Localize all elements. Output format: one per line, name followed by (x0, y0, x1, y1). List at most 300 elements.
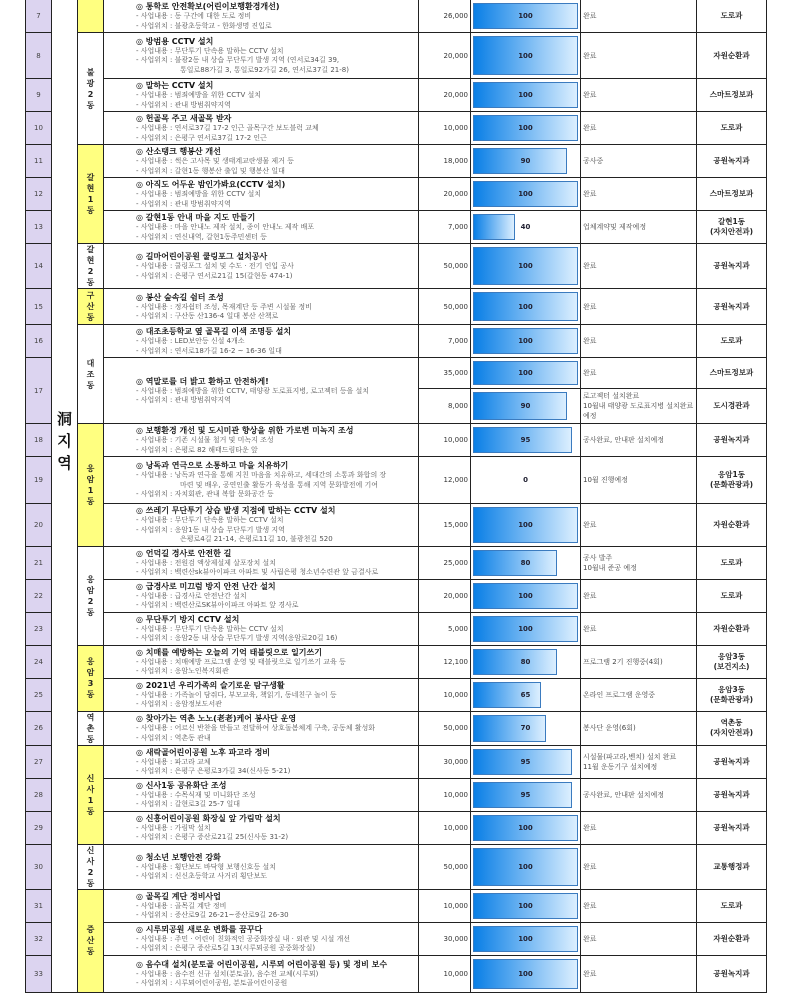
budget-cell: 26,000 (419, 0, 471, 33)
table-row (26, 211, 767, 244)
project-detail: - 사업내용 : 범죄예방을 위한 CCTV 설치 (136, 91, 261, 99)
budget-cell: 7,000 (419, 211, 471, 244)
dong-name: 신사1동 (86, 773, 95, 816)
progress-cell (471, 389, 581, 424)
department-cell: 자원순환과 (697, 612, 767, 645)
dong-name: 대조동 (86, 358, 95, 390)
project-detail: - 사업내용 : 횡단보도 바닥형 보행신호등 설치 (136, 862, 276, 871)
project-cell (104, 504, 419, 547)
project-detail: - 사업내용 : 전원검 액상제설제 살포장치 설치 (136, 558, 276, 567)
project-detail: 마련 및 배우, 공연인출 활동가 육성을 통해 지역 문화발전에 기여 (180, 480, 379, 489)
table-row (26, 79, 767, 112)
department-cell: 도로과 (697, 0, 767, 33)
status-cell: 공사중 (581, 145, 697, 178)
status-cell: 완료 (581, 289, 697, 325)
progress-cell (471, 112, 581, 145)
region-cell (52, 0, 78, 992)
progress-label: 70 (520, 724, 531, 732)
project-detail: - 사업위치 : 연서로18가길 16-2 ~ 16-36 일대 (136, 346, 282, 355)
row-number: 13 (26, 211, 52, 244)
project-detail: - 사업위치 : 응암1동 내 상습 무단투기 발생 지역 (136, 525, 285, 534)
project-detail: - 사업위치 : 은평구 증산로5길 13(시루뫼공원 공중화장실) (136, 944, 316, 952)
project-title: ◎ 언덕길 경사로 안전한 길 (136, 548, 232, 558)
budget-cell: 5,000 (419, 612, 471, 645)
department-cell: 응암3동 (보건지소) (697, 645, 767, 678)
row-number: 31 (26, 889, 52, 922)
status-cell: 완료 (581, 612, 697, 645)
project-detail: - 사업위치 : 불광초등학교 - 한화생명 진입로 (136, 21, 272, 30)
project-detail: - 사업내용 : 치매예방 프로그램 운영 및 태블릿으로 일기쓰기 교육 등 (136, 657, 346, 666)
project-detail: - 사업위치 : 은평구 은평로3가길 34(신사동 5-21) (136, 767, 291, 775)
dong-name: 증산동 (86, 925, 95, 956)
department-cell: 도로과 (697, 889, 767, 922)
progress-label: 100 (518, 369, 533, 377)
project-title: ◎ 방범용 CCTV 설치 (136, 36, 214, 46)
dong-name: 응암2동 (86, 574, 95, 617)
progress-cell (471, 325, 581, 358)
budget-cell: 15,000 (419, 504, 471, 547)
project-detail: - 사업내용 : LED보안등 신설 4개소 (136, 337, 245, 345)
progress-label: 80 (520, 558, 531, 567)
table-row (26, 325, 767, 358)
table-row (26, 612, 767, 645)
project-cell (104, 844, 419, 889)
budget-cell: 30,000 (419, 745, 471, 778)
budget-cell: 20,000 (419, 178, 471, 211)
row-number: 20 (26, 504, 52, 547)
budget-cell: 10,000 (419, 889, 471, 922)
table-row (26, 955, 767, 992)
project-cell (104, 579, 419, 612)
row-number: 7 (26, 0, 52, 33)
table-row (26, 844, 767, 889)
dong-name: 신사2동 (86, 845, 95, 888)
progress-label: 100 (518, 823, 533, 832)
project-title: ◎ 대조초등학교 옆 골목길 이색 조명등 설치 (136, 327, 292, 336)
project-title: ◎ 산소탱크 행봉산 개선 (136, 147, 221, 156)
project-cell (104, 325, 419, 358)
progress-cell (471, 778, 581, 811)
status-cell: 완료 (581, 844, 697, 889)
project-cell (104, 211, 419, 244)
row-number: 23 (26, 612, 52, 645)
project-detail: - 사업위치 : 응암2동 내 상습 무단투기 발생 지역(응암로20길 16) (136, 634, 338, 642)
project-title: ◎ 신흥어린이공원 화장실 앞 가림막 설치 (136, 813, 281, 823)
project-detail: - 사업위치 : 구산동 산136-4 일대 봉산 산책로 (136, 312, 279, 320)
project-cell (104, 811, 419, 844)
status-cell: 완료 (581, 889, 697, 922)
project-detail: - 사업내용 : 범죄예방을 위한 CCTV 설치 (136, 190, 261, 198)
budget-cell: 30,000 (419, 922, 471, 955)
row-number: 27 (26, 745, 52, 778)
project-detail: - 사업위치 : 역촌동 관내 (136, 733, 211, 742)
project-title: ◎ 찾아가는 역촌 노노(老老)케어 봉사단 운영 (136, 714, 297, 723)
project-cell (104, 145, 419, 178)
dong-cell (78, 33, 104, 145)
row-number: 16 (26, 325, 52, 358)
progress-cell (471, 955, 581, 992)
project-cell (104, 178, 419, 211)
budget-cell: 10,000 (419, 424, 471, 457)
project-title: ◎ 2021년 우리가족의 슬기로운 탐구생활 (136, 680, 285, 690)
project-cell (104, 955, 419, 992)
project-detail: - 사업내용 : 기존 시설물 철거 및 미녹지 조성 (136, 436, 274, 444)
budget-cell: 12,100 (419, 645, 471, 678)
department-cell: 스마트정보과 (697, 79, 767, 112)
project-detail: - 사업위치 : 관내 방범취약지역 (136, 396, 231, 404)
department-cell: 공원녹지과 (697, 145, 767, 178)
dong-name: 역촌동 (86, 712, 95, 744)
project-detail: - 사업내용 : 쿨링포그 설치 및 수도 · 전기 인입 공사 (136, 262, 294, 270)
project-cell (104, 922, 419, 955)
project-cell (104, 678, 419, 711)
department-cell: 응암1동 (문화관광과) (697, 457, 767, 504)
dong-cell (78, 244, 104, 289)
project-cell (104, 424, 419, 457)
project-cell (104, 112, 419, 145)
budget-cell: 18,000 (419, 145, 471, 178)
table-row (26, 289, 767, 325)
progress-label: 0 (523, 476, 528, 484)
dong-name: 응암1동 (86, 463, 95, 506)
project-detail: - 사업위치 : 불광2동 내 상습 무단투기 발생 지역 (연서로34길 39, (136, 56, 340, 65)
progress-label: 80 (520, 657, 531, 666)
progress-cell (471, 579, 581, 612)
project-cell (104, 358, 419, 424)
table-row (26, 358, 767, 389)
project-title: ◎ 아직도 어두운 밤인가봐요(CCTV 설치) (136, 180, 286, 189)
progress-label: 95 (520, 790, 531, 799)
status-cell: 시설물(파고라,벤치) 설치 완료 11월 운동기구 설치예정 (581, 745, 697, 778)
project-detail: - 사업위치 : 갈현1동 행봉산 출입 및 행봉산 일대 (136, 166, 285, 175)
project-detail: - 사업내용 : 범죄예방을 위한 CCTV, 태양광 도로표지병, 로고젝터 등을 설치 (136, 386, 369, 395)
project-detail: - 사업내용 : 주민 · 어린이 친화적인 공중화장실 내 · 외관 및 시설 개선 (136, 934, 351, 943)
project-cell (104, 33, 419, 79)
project-detail: - 사업위치 : 백련산sk뷰아이파크 아파트 및 사립은평 청소년수련관 앞 금결사로 (136, 568, 379, 576)
project-title: ◎ 봉산 숲속길 쉼터 조성 (136, 292, 224, 302)
department-cell: 도로과 (697, 112, 767, 145)
progress-cell (471, 678, 581, 711)
department-cell: 도로과 (697, 325, 767, 358)
table-row (26, 778, 767, 811)
project-detail: - 사업내용 : 무단투기 단속용 말하는 CCTV 설치 (136, 46, 284, 55)
project-cell (104, 711, 419, 745)
department-cell: 자원순환과 (697, 922, 767, 955)
progress-label: 100 (518, 302, 533, 311)
project-title: ◎ 낭독과 연극으로 소통하고 마을 치유하기 (136, 461, 289, 471)
progress-cell (471, 922, 581, 955)
project-detail: - 사업내용 : 수목식재 및 미니화단 조성 (136, 790, 256, 799)
department-cell: 공원녹지과 (697, 778, 767, 811)
row-number: 14 (26, 244, 52, 289)
project-detail: - 사업내용 : 연서로37길 17-2 인근 골목구간 보도블럭 교체 (136, 124, 319, 132)
dong-name: 구산동 (86, 291, 95, 322)
progress-label: 100 (518, 190, 533, 198)
budget-cell: 12,000 (419, 457, 471, 504)
project-detail: - 사업내용 : 급경사로 안전난간 설치 (136, 591, 247, 600)
dong-cell (78, 844, 104, 889)
project-detail: - 사업내용 : 썩은 고사목 및 생태계교란생물 제거 등 (136, 157, 294, 165)
project-detail: - 사업위치 : 은평로 82 해태드림타운 앞 (136, 445, 258, 454)
progress-label: 100 (518, 91, 533, 99)
progress-cell (471, 889, 581, 922)
project-cell (104, 889, 419, 922)
status-cell: 10월 진행예정 (581, 457, 697, 504)
progress-cell (471, 244, 581, 289)
project-title: ◎ 말하는 CCTV 설치 (136, 81, 214, 90)
status-cell: 완료 (581, 0, 697, 33)
row-number: 8 (26, 33, 52, 79)
dong-name: 응암3동 (86, 657, 95, 699)
progress-label: 100 (518, 337, 533, 345)
status-cell: 완료 (581, 504, 697, 547)
project-detail: - 사업위치 : 응암노인복지회관 (136, 667, 229, 675)
dong-cell (78, 645, 104, 711)
budget-cell: 10,000 (419, 811, 471, 844)
project-detail: - 사업위치 : 증산로9길 26-21~증산로9길 26-30 (136, 911, 289, 919)
project-detail: - 사업내용 : 가림막 설치 (136, 823, 211, 832)
row-number: 18 (26, 424, 52, 457)
department-cell: 스마트정보과 (697, 358, 767, 389)
project-cell (104, 0, 419, 33)
progress-label: 65 (520, 690, 531, 699)
project-title: ◎ 새락골어린이공원 노후 파고라 정비 (136, 747, 271, 757)
progress-label: 100 (518, 591, 533, 600)
table-row (26, 922, 767, 955)
dong-cell (78, 424, 104, 547)
budget-cell: 10,000 (419, 778, 471, 811)
status-cell: 봉사단 운영(6회) (581, 711, 697, 745)
dong-cell (78, 711, 104, 745)
project-detail: 통일로88가길 3, 통일로92가길 26, 연서로37길 21-8) (180, 65, 349, 74)
row-number: 24 (26, 645, 52, 678)
row-number: 22 (26, 579, 52, 612)
region-label: 洞지역 (56, 409, 72, 472)
progress-label: 90 (520, 157, 531, 165)
budget-cell: 50,000 (419, 844, 471, 889)
project-title: ◎ 음수대 설치(분토골 어린이공원, 시루뫼 어린이공원 등) 및 정비 보수 (136, 959, 388, 969)
department-cell: 응암3동 (문화관광과) (697, 678, 767, 711)
project-cell (104, 645, 419, 678)
dong-name: 갈현2동 (86, 245, 95, 287)
dong-cell (78, 145, 104, 244)
table-row (26, 678, 767, 711)
row-number: 33 (26, 955, 52, 992)
project-cell (104, 546, 419, 579)
project-detail: 은평로4길 21-14, 은평로11길 10, 불광천길 520 (180, 535, 333, 543)
progress-cell (471, 178, 581, 211)
progress-cell (471, 745, 581, 778)
status-cell: 온라인 프로그램 운영중 (581, 678, 697, 711)
progress-cell (471, 145, 581, 178)
project-title: ◎ 보행환경 개선 및 도시미관 향상을 위한 가로변 미녹지 조성 (136, 426, 354, 435)
department-cell: 역촌동 (자치안전과) (697, 711, 767, 745)
status-cell: 완료 (581, 33, 697, 79)
department-cell: 자원순환과 (697, 504, 767, 547)
project-cell (104, 244, 419, 289)
project-detail: - 사업위치 : 관내 방범취약지역 (136, 199, 231, 208)
department-cell: 공원녹지과 (697, 745, 767, 778)
department-cell: 공원녹지과 (697, 424, 767, 457)
row-number: 10 (26, 112, 52, 145)
progress-cell (471, 612, 581, 645)
project-detail: - 사업위치 : 은평구 연서로37길 17-2 인근 (136, 133, 267, 142)
row-number: 12 (26, 178, 52, 211)
table-row (26, 579, 767, 612)
department-cell: 교통행정과 (697, 844, 767, 889)
budget-cell: 35,000 (419, 358, 471, 389)
progress-label: 90 (520, 402, 531, 410)
project-detail: - 사업위치 : 연신내역, 갈현1동주민센터 등 (136, 232, 267, 241)
row-number: 17 (26, 358, 52, 424)
project-title: ◎ 역말로를 더 밝고 환하고 안전하게! (136, 376, 269, 386)
project-title: ◎ 급경사로 미끄럼 방지 안전 난간 설치 (136, 581, 276, 591)
dong-name: 갈현1동 (86, 173, 95, 215)
table-row (26, 546, 767, 579)
row-number: 11 (26, 145, 52, 178)
table-row (26, 711, 767, 745)
budget-cell: 50,000 (419, 289, 471, 325)
table-row (26, 0, 767, 33)
project-detail: - 사업위치 : 은평구 연서로21길 15(갈현동 474-1) (136, 271, 293, 280)
project-cell (104, 778, 419, 811)
project-detail: - 사업위치 : 신신초등학교 사거리 횡단보도 (136, 872, 267, 880)
progress-label: 100 (518, 124, 533, 132)
budget-cell: 7,000 (419, 325, 471, 358)
project-cell (104, 612, 419, 645)
status-cell: 완료 (581, 811, 697, 844)
project-detail: - 사업내용 : 파고라 교체 (136, 757, 211, 766)
project-detail: - 사업위치 : 은평구 증산로21길 25(신사동 31-2) (136, 833, 289, 841)
progress-cell (471, 358, 581, 389)
project-detail: - 사업위치 : 관내 방범취약지역 (136, 100, 231, 109)
table-row (26, 424, 767, 457)
project-detail: - 사업내용 : 무단투기 단속용 말하는 CCTV 설치 (136, 624, 284, 633)
project-cell (104, 745, 419, 778)
budget-cell: 50,000 (419, 244, 471, 289)
project-title: ◎ 쓰레기 무단투기 상습 발생 지점에 말하는 CCTV 설치 (136, 506, 336, 515)
budget-cell: 10,000 (419, 112, 471, 145)
progress-cell (471, 79, 581, 112)
budget-cell: 20,000 (419, 79, 471, 112)
table-row (26, 244, 767, 289)
row-number: 29 (26, 811, 52, 844)
progress-label: 100 (518, 901, 533, 910)
progress-cell (471, 33, 581, 79)
status-cell: 프로그램 2기 진행중(4회) (581, 645, 697, 678)
progress-cell (471, 645, 581, 678)
department-cell: 자원순환과 (697, 33, 767, 79)
progress-cell (471, 289, 581, 325)
row-number: 19 (26, 457, 52, 504)
status-cell: 로고젝터 설치완료 10월내 태양광 도로표지병 설치완료예정 (581, 389, 697, 424)
dong-name: 불광2동 (86, 67, 95, 110)
progress-label: 100 (518, 969, 533, 978)
table-row (26, 145, 767, 178)
project-detail: - 사업내용 : 마을 안내노 제작 설치, 종이 안내노 제작 배포 (136, 223, 315, 231)
status-cell: 공사완료, 안내판 설치예정 (581, 424, 697, 457)
row-number: 15 (26, 289, 52, 325)
table-row (26, 112, 767, 145)
budget-cell: 20,000 (419, 33, 471, 79)
project-detail: - 사업위치 : 백련산로SK뷰아이파크 아파트 앞 경사로 (136, 601, 299, 609)
project-detail: - 사업내용 : 음수전 신규 설치(분토골), 음수전 교체(시루뫼) (136, 969, 319, 978)
project-title: ◎ 길마어린이공원 쿨링포그 설치공사 (136, 252, 268, 261)
department-cell: 도로과 (697, 579, 767, 612)
project-title: ◎ 통학로 안전확보(어린이보행환경개선) (136, 2, 280, 11)
project-detail: - 사업위치 : 자치회관, 관내 복합 문화공간 등 (136, 490, 274, 499)
budget-cell: 20,000 (419, 579, 471, 612)
project-detail: - 사업내용 : 어르신 반찬을 만들고 전달하여 상호돌봄체계 구축, 공동체 활성화 (136, 724, 375, 732)
department-cell: 공원녹지과 (697, 289, 767, 325)
department-cell: 갈현1동 (자치안전과) (697, 211, 767, 244)
project-title: ◎ 골목길 계단 정비사업 (136, 891, 221, 901)
table-row (26, 889, 767, 922)
progress-label: 100 (518, 624, 533, 633)
progress-label: 100 (518, 520, 533, 529)
project-title: ◎ 갈현1동 안내 마을 지도 만들기 (136, 213, 256, 222)
progress-label: 95 (520, 436, 531, 444)
row-number: 30 (26, 844, 52, 889)
table-row (26, 33, 767, 79)
department-cell: 도시경관과 (697, 389, 767, 424)
dong-cell (78, 546, 104, 645)
budget-cell: 50,000 (419, 711, 471, 745)
progress-label: 100 (518, 12, 533, 20)
progress-label: 100 (518, 862, 533, 871)
budget-cell: 10,000 (419, 955, 471, 992)
project-detail: - 사업위치 : 응암정보도서관 (136, 700, 222, 708)
department-cell: 공원녹지과 (697, 244, 767, 289)
project-detail: - 사업내용 : 가족놀이 담줘다, 부모교육, 책읽기, 동네친구 놀이 등 (136, 690, 337, 699)
progress-label: 100 (518, 262, 533, 270)
status-cell: 공사완료, 안내판 설치예정 (581, 778, 697, 811)
dong-cell (78, 745, 104, 844)
progress-cell (471, 546, 581, 579)
table-row (26, 745, 767, 778)
progress-cell (471, 504, 581, 547)
progress-cell (471, 811, 581, 844)
table-row (26, 178, 767, 211)
table-row (26, 457, 767, 504)
project-detail: - 사업내용 : 무단투기 단속용 말하는 CCTV 설치 (136, 516, 284, 524)
department-cell: 도로과 (697, 546, 767, 579)
budget-cell: 10,000 (419, 678, 471, 711)
budget-cell: 8,000 (419, 389, 471, 424)
row-number: 25 (26, 678, 52, 711)
project-detail: - 사업위치 : 시루뫼어린이공원, 분토골어린이공원 (136, 979, 288, 987)
progress-cell (471, 844, 581, 889)
project-title: ◎ 시루뫼공원 새로운 변화를 꿈꾸다 (136, 924, 263, 934)
table-row (26, 645, 767, 678)
project-cell (104, 289, 419, 325)
row-number: 9 (26, 79, 52, 112)
project-title: ◎ 신사1동 공유화단 조성 (136, 780, 227, 790)
status-cell: 완료 (581, 178, 697, 211)
row-number: 26 (26, 711, 52, 745)
status-cell: 완료 (581, 112, 697, 145)
status-cell: 완료 (581, 579, 697, 612)
dong-cell (78, 325, 104, 424)
project-title: ◎ 청소년 보행안전 강화 (136, 852, 221, 862)
progress-label: 40 (520, 223, 531, 231)
project-cell (104, 79, 419, 112)
row-number: 28 (26, 778, 52, 811)
project-title: ◎ 치매를 예방하는 오늘의 기억 태블릿으로 일기쓰기 (136, 647, 322, 657)
dong-cell (78, 0, 104, 33)
department-cell: 스마트정보과 (697, 178, 767, 211)
progress-cell (471, 711, 581, 745)
